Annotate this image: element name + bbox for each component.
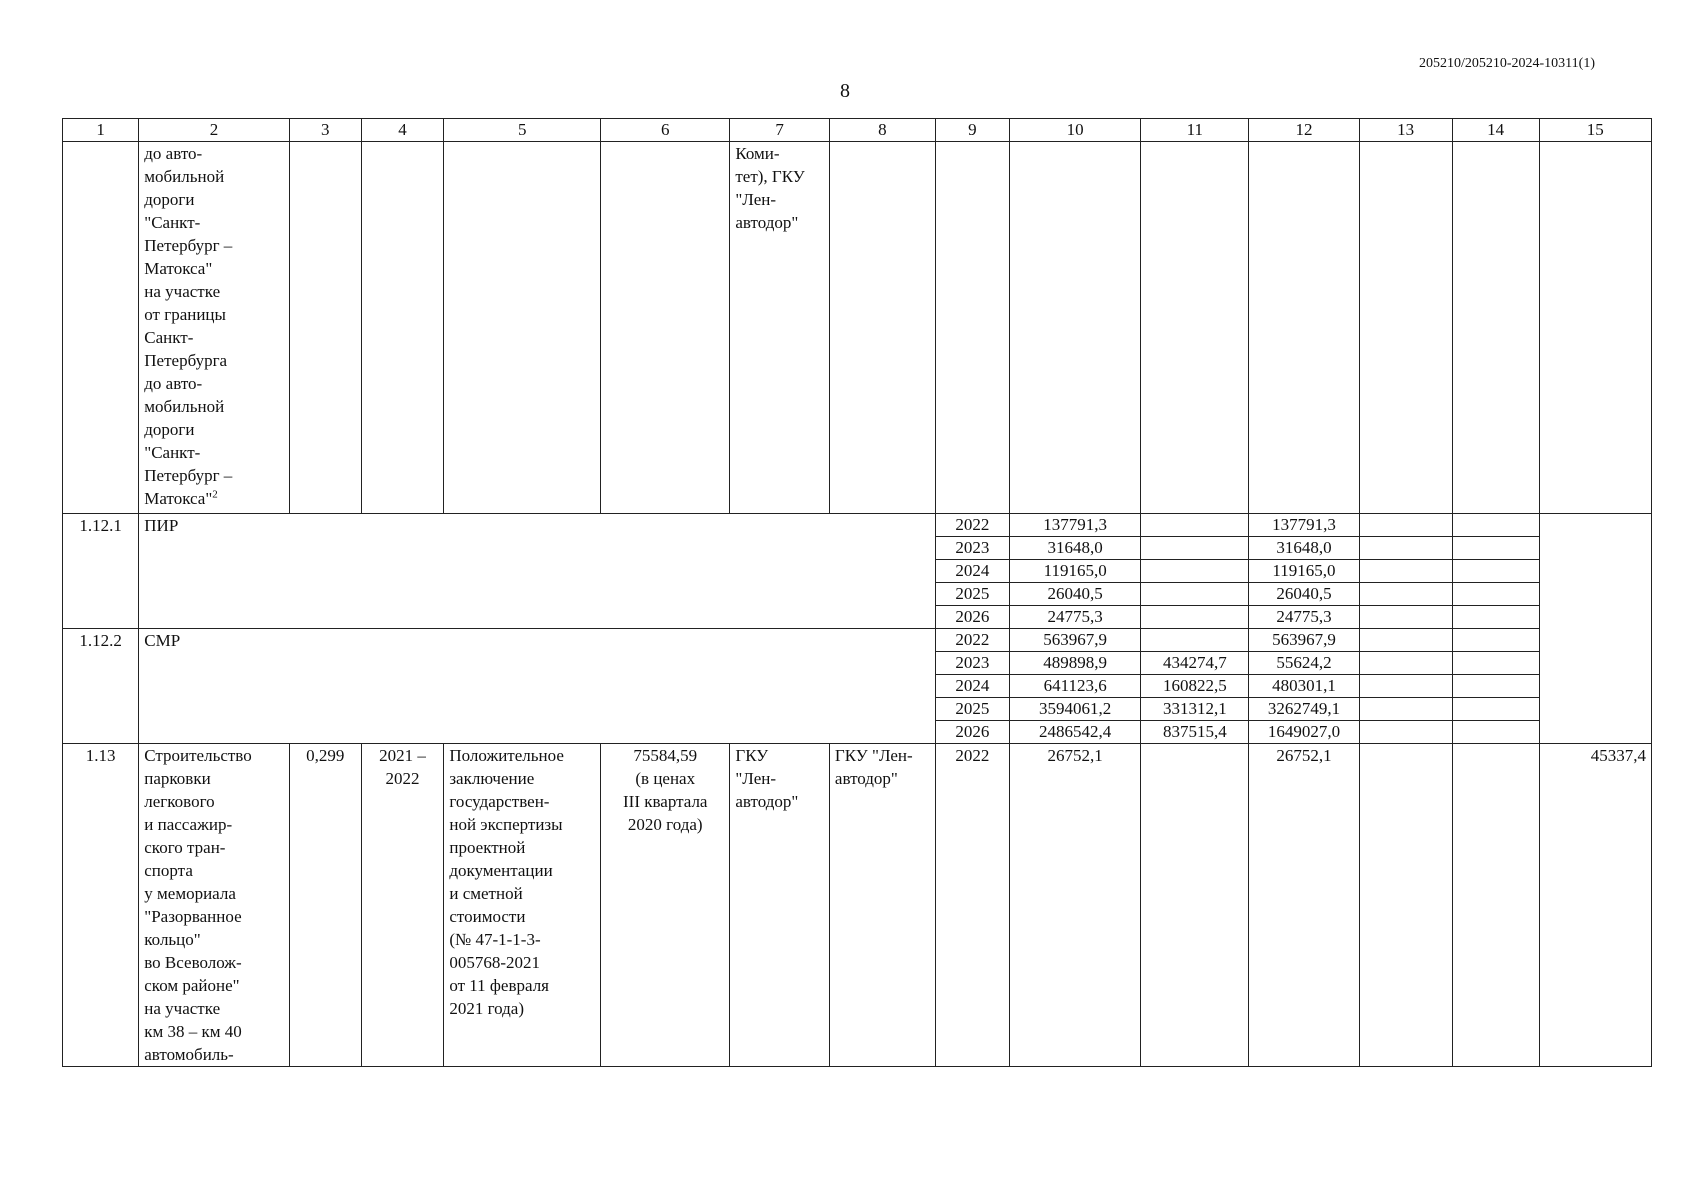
col-header-4: 4 [361,119,444,142]
col-header-3: 3 [289,119,361,142]
federal-cell [1141,744,1249,1067]
page-number: 8 [840,80,850,102]
cell [1359,721,1452,744]
total-cell: 26752,1 [1009,744,1140,1067]
total-cell: 489898,9 [1009,652,1140,675]
regional-cell: 3262749,1 [1249,698,1359,721]
total-cell: 137791,3 [1009,514,1140,537]
cell [1359,583,1452,606]
col-header-15: 15 [1539,119,1651,142]
col-header-6: 6 [601,119,730,142]
cell [935,142,1009,514]
federal-cell: 331312,1 [1141,698,1249,721]
cost-cell: 75584,59 (в ценах III квартала 2020 года) [601,744,730,1067]
cell [1359,142,1452,514]
cell [1359,698,1452,721]
row-label: ПИР [139,514,936,629]
col-header-9: 9 [935,119,1009,142]
cell [1452,514,1539,537]
cell [1452,142,1539,514]
year-cell: 2024 [935,560,1009,583]
continuation-row [63,142,1652,514]
table-row [63,744,1652,1067]
total-cell: 563967,9 [1009,629,1140,652]
federal-cell: 434274,7 [1141,652,1249,675]
regional-cell: 480301,1 [1249,675,1359,698]
cell [1452,721,1539,744]
customer-cell: Коми- тет), ГКУ "Лен- автодор" [730,142,830,514]
federal-cell [1141,560,1249,583]
row-number: 1.13 [63,744,139,1067]
cell [1359,514,1452,537]
total-cell: 119165,0 [1009,560,1140,583]
col-header-10: 10 [1009,119,1140,142]
federal-cell [1141,629,1249,652]
document-id: 205210/205210-2024-10311(1) [1418,56,1595,71]
total-cell: 2486542,4 [1009,721,1140,744]
cell [1359,560,1452,583]
customer-cell: ГКУ "Лен- автодор" [730,744,830,1067]
capacity-cell: 0,299 [289,744,361,1067]
col-header-1: 1 [63,119,139,142]
cell [1009,142,1140,514]
footnote-marker: 2 [212,488,218,501]
cell [1452,675,1539,698]
row-number: 1.12.2 [63,629,139,744]
cell [1249,142,1359,514]
col-header-11: 11 [1141,119,1249,142]
cell [1452,537,1539,560]
col-header-13: 13 [1359,119,1452,142]
year-cell: 2022 [935,629,1009,652]
cell [1452,583,1539,606]
regional-cell: 55624,2 [1249,652,1359,675]
regional-cell: 26040,5 [1249,583,1359,606]
year-cell: 2026 [935,606,1009,629]
remaining-cost-cell: 45337,4 [1539,744,1651,1067]
total-cell: 641123,6 [1009,675,1140,698]
period-cell: 2021 – 2022 [361,744,444,1067]
federal-cell [1141,514,1249,537]
year-cell: 2023 [935,652,1009,675]
regional-cell: 137791,3 [1249,514,1359,537]
cell [1359,744,1452,1067]
col-header-8: 8 [829,119,935,142]
cell [1359,606,1452,629]
col-header-5: 5 [444,119,601,142]
object-name-cell: Строительство парковки легкового и пассажир- ского тран- спорта у мемориала "Разорванное кольцо" во Всеволож- ском районе" на участке км 38 – км 40 автомобиль- [139,744,289,1067]
table-row [63,514,1652,537]
regional-cell: 24775,3 [1249,606,1359,629]
cell [1359,675,1452,698]
total-cell: 31648,0 [1009,537,1140,560]
year-cell: 2024 [935,675,1009,698]
cell [361,142,444,514]
object-name-text: до авто- мобильной дороги "Санкт- Петербург – Матокса" на участке от границы Санкт- Петербурга до авто- мобильной дороги "Санкт- Петербург – Матокса" [144,144,233,508]
year-cell: 2022 [935,744,1009,1067]
year-cell: 2022 [935,514,1009,537]
cell [63,142,139,514]
year-cell: 2025 [935,698,1009,721]
program-table [62,118,1652,1067]
cell [1452,629,1539,652]
regional-cell: 119165,0 [1249,560,1359,583]
document-cell: Положительное заключение государствен- ной экспертизы проектной документации и сметной стоимости (№ 47-1-1-3- 005768-2021 от 11 февраля 2021 года) [444,744,601,1067]
col-header-2: 2 [139,119,289,142]
federal-cell: 160822,5 [1141,675,1249,698]
cell [1452,606,1539,629]
row-label: СМР [139,629,936,744]
col-header-12: 12 [1249,119,1359,142]
cell [1141,142,1249,514]
federal-cell: 837515,4 [1141,721,1249,744]
cell [1359,652,1452,675]
regional-cell: 31648,0 [1249,537,1359,560]
col-header-14: 14 [1452,119,1539,142]
year-cell: 2026 [935,721,1009,744]
row-number: 1.12.1 [63,514,139,629]
cell [1452,652,1539,675]
federal-cell [1141,583,1249,606]
developer-cell: ГКУ "Лен- автодор" [829,744,935,1067]
table-row [63,629,1652,652]
total-cell: 3594061,2 [1009,698,1140,721]
cell [1452,744,1539,1067]
cell [444,142,601,514]
federal-cell [1141,537,1249,560]
total-cell: 24775,3 [1009,606,1140,629]
cell [829,142,935,514]
cell [601,142,730,514]
federal-cell [1141,606,1249,629]
cell [1452,560,1539,583]
cell [1539,142,1651,514]
cell [1359,629,1452,652]
year-cell: 2025 [935,583,1009,606]
cell [1539,514,1651,744]
object-name-cell [139,142,289,514]
col-header-7: 7 [730,119,830,142]
cell [289,142,361,514]
total-cell: 26040,5 [1009,583,1140,606]
cell [1359,537,1452,560]
regional-cell: 26752,1 [1249,744,1359,1067]
regional-cell: 1649027,0 [1249,721,1359,744]
regional-cell: 563967,9 [1249,629,1359,652]
year-cell: 2023 [935,537,1009,560]
cell [1452,698,1539,721]
column-number-row [63,119,1652,142]
